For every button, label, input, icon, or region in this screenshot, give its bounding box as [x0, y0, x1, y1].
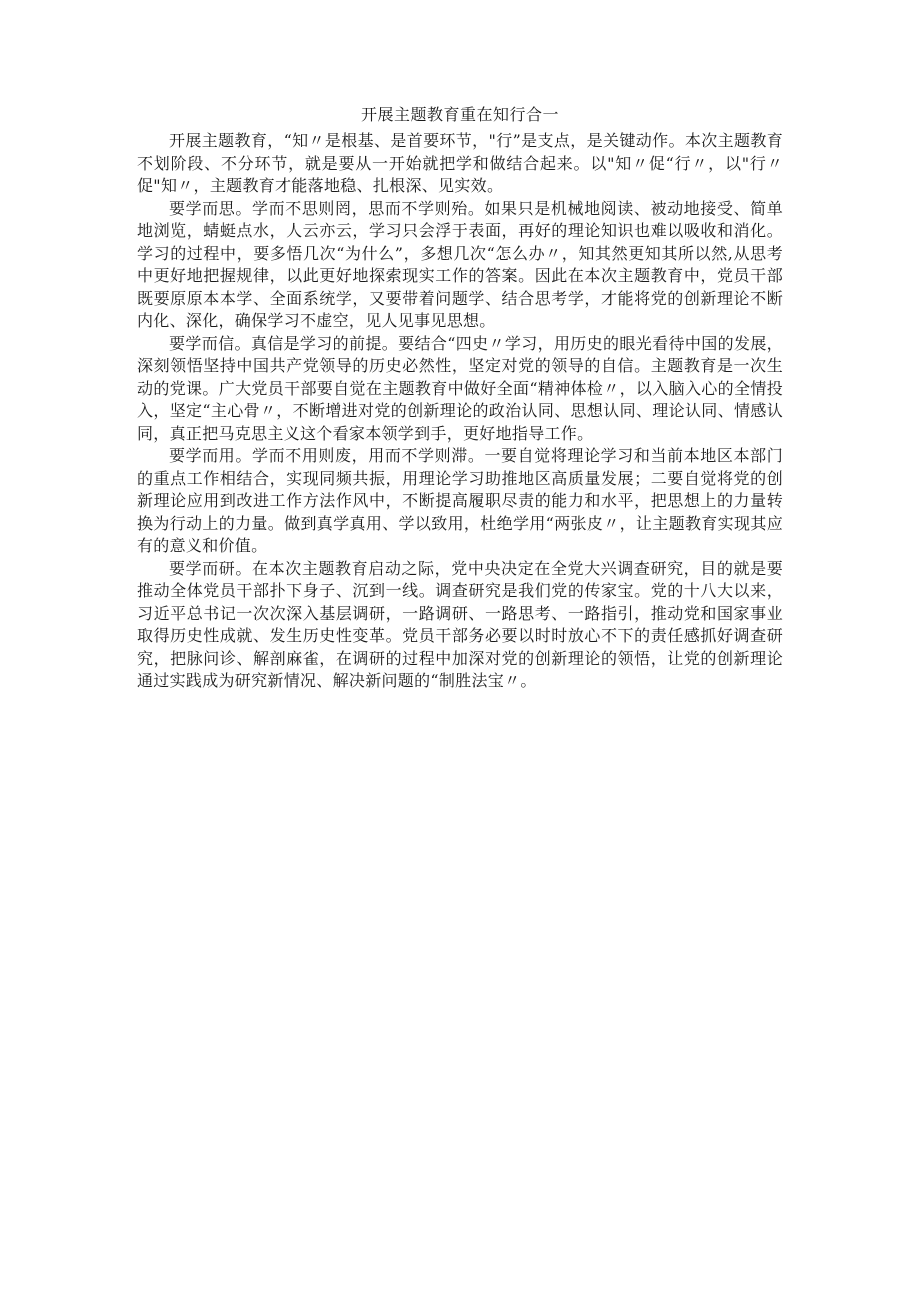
document-title: 开展主题教育重在知行合一 [360, 105, 559, 124]
paragraph-learn-and-apply: 要学而用。学而不用则废，用而不学则滞。一要自觉将理论学习和当前本地区本部门的重点工作相结合，实现同频共振，用理论学习助推地区高质量发展；二要自觉将党的创新理论应用到改进工作方法作风中，不断提高履职尽责的能力和水平，把思想上的力量转换为行动上的力量。做到真学真用、学以致用，杜绝学用“两张皮〃，让主题教育实现其应有的意义和价值。 [137, 446, 783, 555]
paragraph-intro: 开展主题教育，“知〃是根基、是首要环节，"行”是支点，是关键动作。本次主题教育不划阶段、不分环节，就是要从一开始就把学和做结合起来。以"知〃促“行〃，以"行〃促"知〃，主题教育才能落地稳、扎根深、见实效。 [137, 131, 783, 195]
document-page [137, 104, 783, 693]
paragraph-learn-and-research: 要学而研。在本次主题教育启动之际，党中央决定在全党大兴调查研究，目的就是要推动全体党员干部扑下身子、沉到一线。调查研究是我们党的传家宝。党的十八大以来，习近平总书记一次次深入基层调研，一路调研、一路思考、一路指引，推动党和国家事业取得历史性成就、发生历史性变革。党员干部务必要以时时放心不下的责任感抓好调查研究，把脉问诊、解剖麻雀，在调研的过程中加深对党的创新理论的领悟，让党的创新理论通过实践成为研究新情况、解决新问题的“制胜法宝〃。 [137, 558, 783, 690]
paragraph-learn-and-think: 要学而思。学而不思则罔，思而不学则殆。如果只是机械地阅读、被动地接受、简单地浏览，蜻蜓点水，人云亦云，学习只会浮于表面，再好的理论知识也难以吸收和消化。学习的过程中，要多悟几次“为什么”，多想几次“怎么办〃，知其然更知其所以然,从思考中更好地把握规律，以此更好地探索现实工作的答案。因此在本次主题教育中，党员干部既要原原本本学、全面系统学，又要带着问题学、结合思考学，才能将党的创新理论不断内化、深化，确保学习不虚空，见人见事见思想。 [137, 198, 783, 330]
paragraph-learn-and-believe: 要学而信。真信是学习的前提。要结合“四史〃学习，用历史的眼光看待中国的发展，深刻领悟坚持中国共产党领导的历史必然性，坚定对党的领导的自信。主题教育是一次生动的党课。广大党员干部要自觉在主题教育中做好全面“精神体检〃，以入脑入心的全情投入，坚定“主心骨〃，不断增进对党的创新理论的政治认同、思想认同、理论认同、情感认同，真正把马克思主义这个看家本领学到手，更好地指导工作。 [137, 333, 783, 443]
